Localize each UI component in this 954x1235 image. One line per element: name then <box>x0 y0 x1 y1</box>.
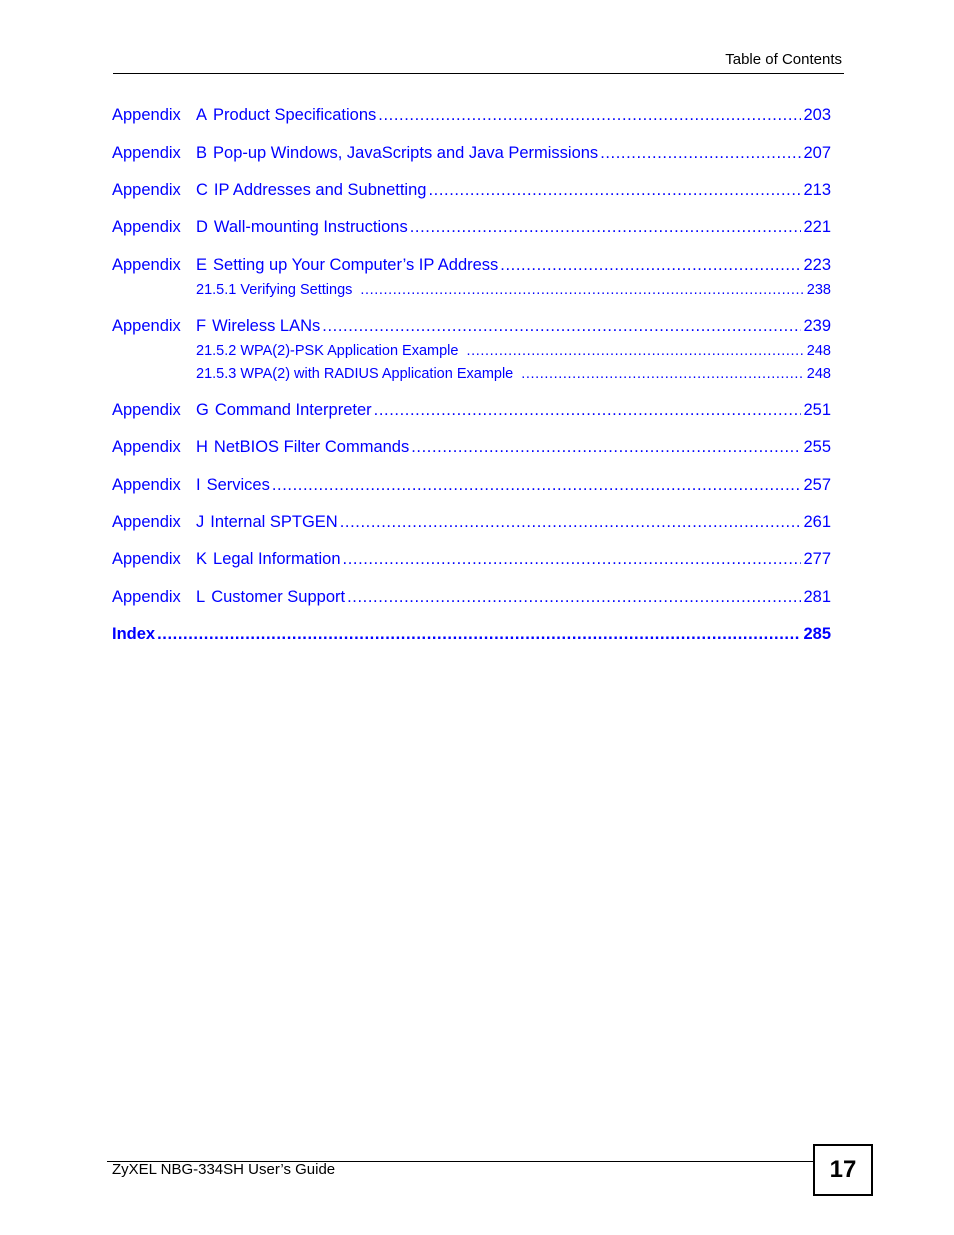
entry-title: Setting up Your Computer’s IP Address <box>213 256 499 274</box>
appendix-letter: E <box>196 256 208 274</box>
page-number: 285 <box>803 625 831 643</box>
entry-title: Index <box>112 625 156 643</box>
toc-entry-index[interactable] <box>112 625 831 647</box>
dot-leader <box>340 513 802 532</box>
toc-entry-appendix-e[interactable] <box>112 256 831 278</box>
entry-title: Product Specifications <box>213 106 377 124</box>
appendix-letter: L <box>196 588 206 606</box>
page-number: 203 <box>803 106 831 124</box>
appendix-word: Appendix <box>112 588 181 606</box>
page-number: 221 <box>803 218 831 236</box>
header-divider <box>113 73 844 74</box>
toc-subentry-21-5-2[interactable] <box>196 343 831 362</box>
page-number: 277 <box>803 550 831 568</box>
entry-title: Wall-mounting Instructions <box>213 218 408 236</box>
page-number: 248 <box>806 343 831 359</box>
appendix-letter: G <box>196 401 209 419</box>
page-number: 213 <box>803 181 831 199</box>
entry-title: 21.5.1 Verifying Settings <box>196 282 353 298</box>
dot-leader <box>322 317 801 336</box>
dot-leader <box>360 282 802 298</box>
entry-title: IP Addresses and Subnetting <box>213 181 427 199</box>
page-number: 223 <box>803 256 831 274</box>
entry-title: Pop-up Windows, JavaScripts and Java Permissions <box>213 144 599 162</box>
toc-entry-appendix-h[interactable] <box>112 438 831 460</box>
toc-subentry-21-5-1[interactable] <box>196 282 831 301</box>
appendix-letter: C <box>196 181 208 199</box>
appendix-letter: J <box>196 513 205 531</box>
page-number: 239 <box>803 317 831 335</box>
appendix-letter: F <box>196 317 207 335</box>
toc-entry-appendix-j[interactable] <box>112 513 831 535</box>
appendix-letter: D <box>196 218 208 236</box>
appendix-word: Appendix <box>112 317 181 335</box>
entry-title: NetBIOS Filter Commands <box>213 438 410 456</box>
appendix-word: Appendix <box>112 401 181 419</box>
page-number: 257 <box>803 476 831 494</box>
page-number: 238 <box>806 282 831 298</box>
page-number: 248 <box>806 366 831 382</box>
appendix-word: Appendix <box>112 438 181 456</box>
appendix-word: Appendix <box>112 181 181 199</box>
appendix-letter: I <box>196 476 201 494</box>
dot-leader <box>347 588 801 607</box>
toc-entry-appendix-c[interactable] <box>112 181 831 203</box>
entry-title: Command Interpreter <box>214 401 372 419</box>
page-number: 261 <box>803 513 831 531</box>
entry-title: 21.5.3 WPA(2) with RADIUS Application Example <box>196 366 514 382</box>
appendix-word: Appendix <box>112 144 181 162</box>
appendix-word: Appendix <box>112 513 181 531</box>
appendix-letter: A <box>196 106 208 124</box>
entry-title: 21.5.2 WPA(2)-PSK Application Example <box>196 343 459 359</box>
dot-leader <box>521 366 803 382</box>
appendix-letter: H <box>196 438 208 456</box>
page-number-box <box>813 1144 873 1196</box>
dot-leader <box>272 476 802 495</box>
entry-title: Legal Information <box>213 550 341 568</box>
appendix-word: Appendix <box>112 218 181 236</box>
toc-entry-appendix-g[interactable] <box>112 401 831 423</box>
dot-leader <box>378 106 801 125</box>
appendix-letter: B <box>196 144 208 162</box>
dot-leader <box>157 625 801 644</box>
dot-leader <box>374 401 802 420</box>
appendix-word: Appendix <box>112 476 181 494</box>
dot-leader <box>600 144 801 163</box>
toc-subentry-21-5-3[interactable] <box>196 366 831 385</box>
footer-guide-title: ZyXEL NBG-334SH User’s Guide <box>112 1161 336 1178</box>
dot-leader <box>428 181 801 200</box>
page-number: 251 <box>803 401 831 419</box>
toc-entry-appendix-a[interactable] <box>112 106 831 128</box>
toc-entry-appendix-i[interactable] <box>112 476 831 498</box>
header-section-title: Table of Contents <box>725 51 842 68</box>
dot-leader <box>500 256 801 275</box>
dot-leader <box>343 550 802 569</box>
page-number: 281 <box>803 588 831 606</box>
page-number: 207 <box>803 144 831 162</box>
toc-entry-appendix-b[interactable] <box>112 144 831 166</box>
toc-entry-appendix-f[interactable] <box>112 317 831 339</box>
toc-entry-appendix-l[interactable] <box>112 588 831 610</box>
toc-entry-appendix-d[interactable] <box>112 218 831 240</box>
entry-title: Wireless LANs <box>212 317 321 335</box>
dot-leader <box>410 218 802 237</box>
dot-leader <box>411 438 801 457</box>
toc-entry-appendix-k[interactable] <box>112 550 831 572</box>
appendix-word: Appendix <box>112 256 181 274</box>
footer-page-number: 17 <box>829 1156 857 1183</box>
appendix-letter: K <box>196 550 208 568</box>
entry-title: Customer Support <box>211 588 346 606</box>
page-number: 255 <box>803 438 831 456</box>
entry-title: Services <box>206 476 270 494</box>
appendix-word: Appendix <box>112 550 181 568</box>
dot-leader <box>466 343 802 359</box>
appendix-word: Appendix <box>112 106 181 124</box>
entry-title: Internal SPTGEN <box>210 513 338 531</box>
